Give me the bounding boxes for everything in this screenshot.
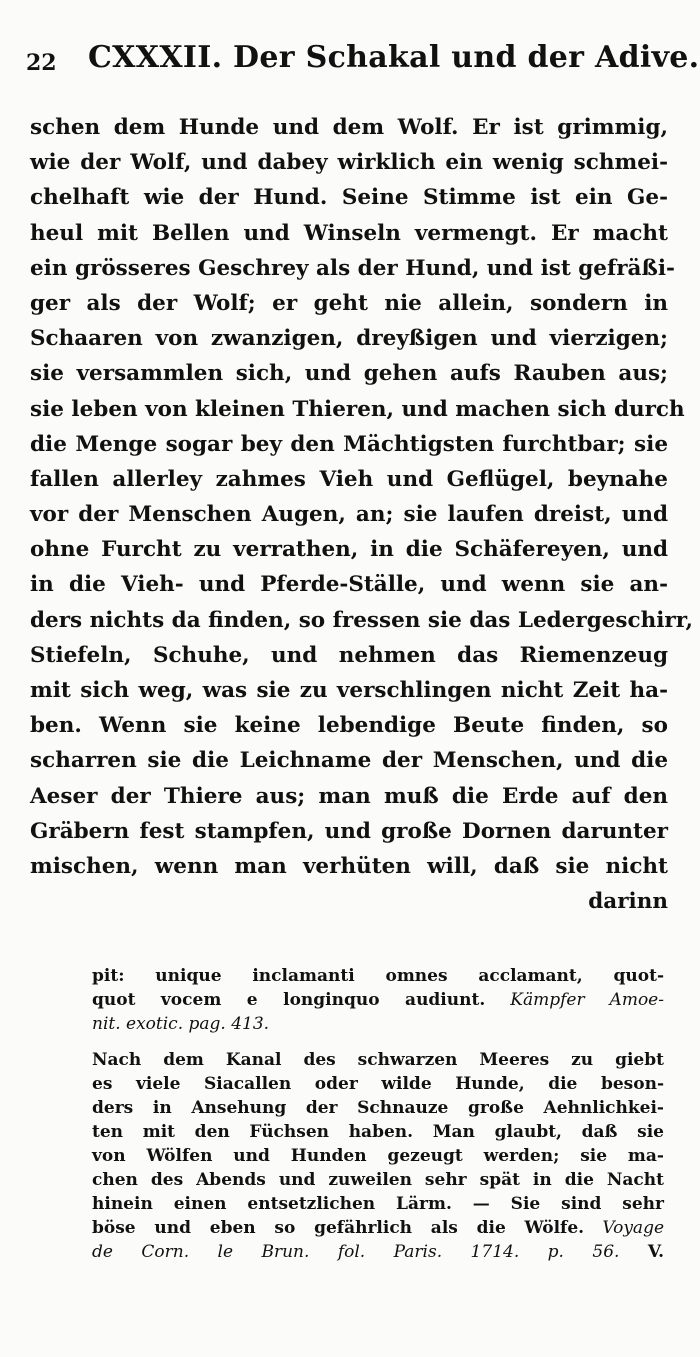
main-text-line: ben. Wenn sie keine lebendige Beute finden, so [30, 713, 668, 739]
main-text-line: in die Vieh- und Pferde-Ställe, und wenn sie an- [30, 572, 668, 598]
footnote-german-line: ten mit den Füchsen haben. Man glaubt, daß sie [92, 1122, 664, 1142]
footnote-latin-line [92, 988, 664, 1012]
main-text-line: wie der Wolf, und dabey wirklich ein wenig schmei- [30, 150, 668, 176]
footnote-latin-line: pit: unique inclamanti omnes acclamant, quot- [92, 966, 664, 986]
main-text-line: ohne Furcht zu verrathen, in die Schäfereyen, und [30, 537, 668, 563]
main-text-line: sie versammlen sich, und gehen aufs Rauben aus; [30, 361, 668, 387]
main-text-line: mit sich weg, was sie zu verschlingen nicht Zeit ha- [30, 678, 668, 703]
footnote-citation-line [92, 1240, 664, 1264]
chapter-title: CXXXII. Der Schakal und der Adive. [88, 40, 700, 75]
page-header [26, 40, 700, 80]
footnote-block [92, 964, 664, 1264]
main-text-line: scharren sie die Leichname der Menschen, und die [30, 748, 668, 774]
main-text-line: fallen allerley zahmes Vieh und Geflügel, beynahe [30, 466, 668, 492]
main-text-line: die Menge sogar bey den Mächtigsten furchtbar; sie [30, 431, 668, 457]
page-number: 22 [26, 50, 57, 76]
main-text-line: ein grösseres Geschrey als der Hund, und ist gefräßi- [30, 255, 675, 281]
footnote-german-line: chen des Abends und zuweilen sehr spät in die Nacht [92, 1170, 664, 1190]
footnote-german-line: ders in Ansehung der Schnauze große Aehnlichkei- [92, 1098, 664, 1118]
main-text-line: Gräbern fest stampfen, und große Dornen darunter [30, 818, 668, 844]
main-text-line: heul mit Bellen und Winseln vermengt. Er macht [30, 220, 668, 246]
footnote-gap [92, 1036, 664, 1048]
catchword: V. [647, 1242, 664, 1262]
main-text-line: mischen, wenn man verhüten will, daß sie nicht [30, 853, 668, 879]
footnote-german-line: hinein einen entsetzlichen Lärm. — Sie sind sehr [92, 1194, 664, 1214]
footnote-latin-citation: Kämpfer Amoe- [510, 990, 664, 1010]
main-text-line: schen dem Hunde und dem Wolf. Er ist grimmig, [30, 115, 668, 140]
footnote-latin-text: quot vocem e longinquo audiunt. [92, 990, 486, 1010]
main-text-line: vor der Menschen Augen, an; sie laufen dreist, und [30, 502, 668, 528]
footnote-latin-line: nit. exotic. pag. 413. [92, 1014, 270, 1034]
main-text-block [30, 110, 693, 919]
main-text-line: ders nichts da finden, so fressen sie das Ledergeschirr, [30, 607, 693, 633]
footnote-german-line: von Wölfen und Hunden gezeugt werden; sie ma- [92, 1146, 664, 1166]
footnote-german-line [92, 1216, 664, 1240]
main-text-line: Stiefeln, Schuhe, und nehmen das Riemenzeug [30, 642, 668, 668]
voyage-citation-end: de Corn. le Brun. fol. Paris. 1714. p. 56. [92, 1242, 620, 1262]
main-text-line: sie leben von kleinen Thieren, und machen sich durch [30, 396, 685, 422]
catchword-darinn: darinn [588, 889, 668, 915]
main-text-line: ger als der Wolf; er geht nie allein, sondern in [30, 290, 668, 316]
footnote-german-line: es viele Siacallen oder wilde Hunde, die beson- [92, 1074, 664, 1094]
main-text-line: chelhaft wie der Hund. Seine Stimme ist ein Ge- [30, 185, 668, 211]
main-text-line: Schaaren von zwanzigen, dreyßigen und vierzigen; [30, 326, 668, 352]
footnote-german-line: Nach dem Kanal des schwarzen Meeres zu giebt [92, 1050, 664, 1070]
footnote-german-text: böse und eben so gefährlich als die Wölfe. [92, 1218, 585, 1238]
voyage-citation-start: Voyage [602, 1218, 665, 1238]
main-text-line: Aeser der Thiere aus; man muß die Erde auf den [30, 783, 668, 809]
